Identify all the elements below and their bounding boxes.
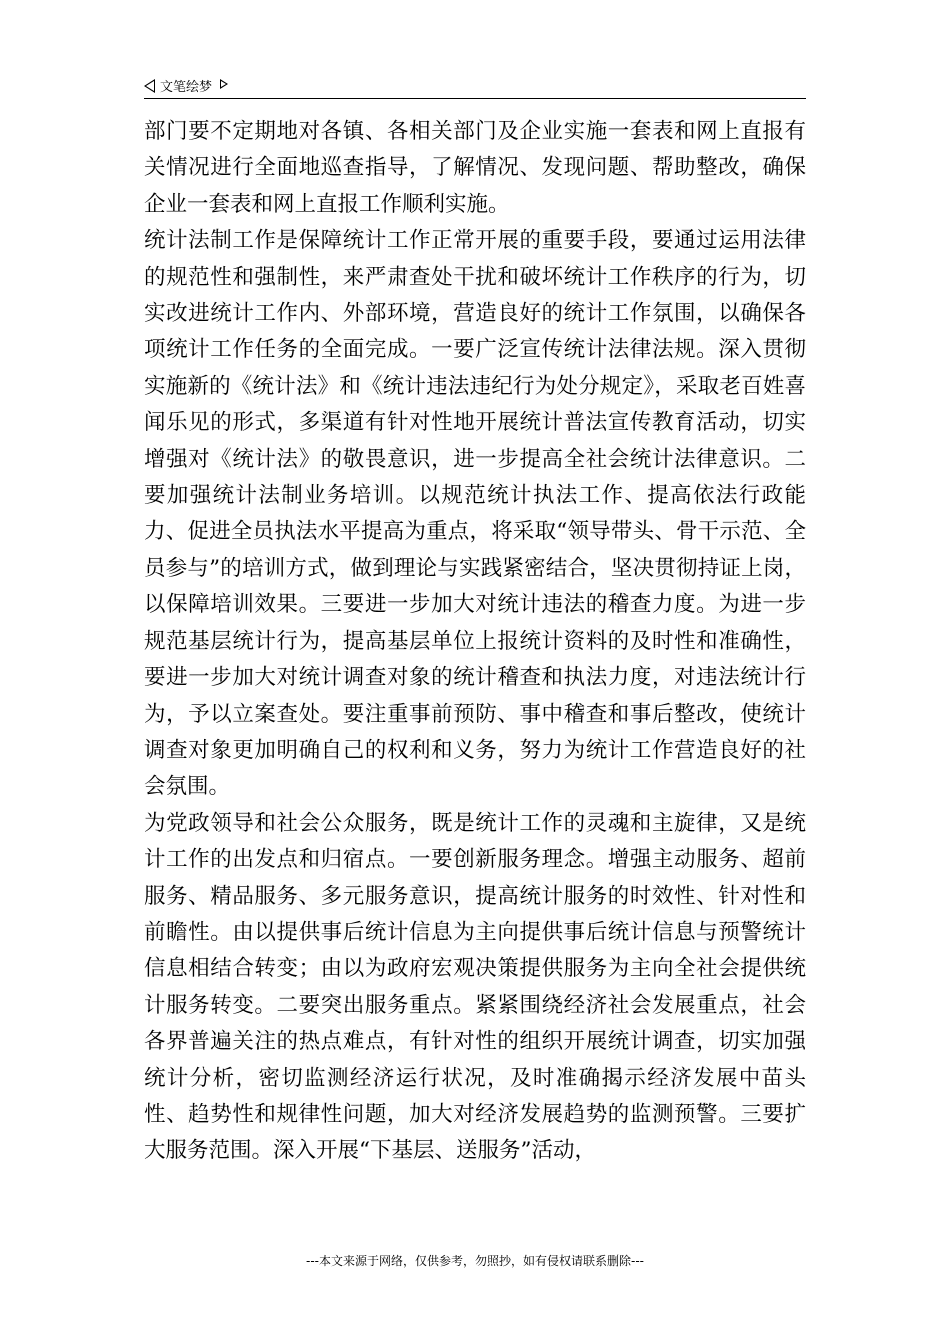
header-title-group <box>144 76 228 95</box>
paragraph-1: 部门要不定期地对各镇、各相关部门及企业实施一套表和网上直报有关情况进行全面地巡查指导，了解情况、发现问题、帮助整改，确保企业一套表和网上直报工作顺利实施。 <box>144 119 806 217</box>
page-header <box>144 72 806 99</box>
paragraph-3: 为党政领导和社会公众服务，既是统计工作的灵魂和主旋律，又是统计工作的出发点和归宿点。一要创新服务理念。增强主动服务、超前服务、精品服务、多元服务意识，提高统计服务的时效性、针对性和前瞻性。由以提供事后统计信息为主向提供事后统计信息与预警统计信息相结合转变；由以为政府宏观决策提供服务为主向全社会提供统计服务转变。二要突出服务重点。紧紧围绕经济社会发展重点，社会各界普遍关注的热点难点，有针对性的组织开展统计调查，切实加强统计分析，密切监测经济运行状况，及时准确揭示经济发展中苗头性、趋势性和规律性问题，加大对经济发展趋势的监测预警。三要扩大服务范围。深入开展“下基层、送服务”活动， <box>144 810 806 1164</box>
page-footer-notice: ---本文来源于网络，仅供参考，勿照抄，如有侵权请联系删除--- <box>306 1254 644 1268</box>
triangle-right-icon <box>220 79 228 89</box>
triangle-left-icon <box>144 79 155 93</box>
document-body <box>144 114 806 1170</box>
paragraph-2: 统计法制工作是保障统计工作正常开展的重要手段，要通过运用法律的规范性和强制性，来严肃查处干扰和破坏统计工作秩序的行为，切实改进统计工作内、外部环境，营造良好的统计工作氛围，以确保各项统计工作任务的全面完成。一要广泛宣传统计法律法规。深入贯彻实施新的《统计法》和《统计违法违纪行为处分规定》，采取老百姓喜闻乐见的形式，多渠道有针对性地开展统计普法宣传教育活动，切实增强对《统计法》的敬畏意识，进一步提高全社会统计法律意识。二要加强统计法制业务培训。以规范统计执法工作、提高依法行政能力、促进全员执法水平提高为重点，将采取“领导带头、骨干示范、全员参与”的培训方式，做到理论与实践紧密结合，坚决贯彻持证上岗，以保障培训效果。三要进一步加大对统计违法的稽查力度。为进一步规范基层统计行为，提高基层单位上报统计资料的及时性和准确性，要进一步加大对统计调查对象的统计稽查和执法力度，对违法统计行为，予以立案查处。要注重事前预防、事中稽查和事后整改，使统计调查对象更加明确自己的权利和义务，努力为统计工作营造良好的社会氛围。 <box>144 228 806 800</box>
header-title: 文笔绘梦 <box>160 80 213 95</box>
